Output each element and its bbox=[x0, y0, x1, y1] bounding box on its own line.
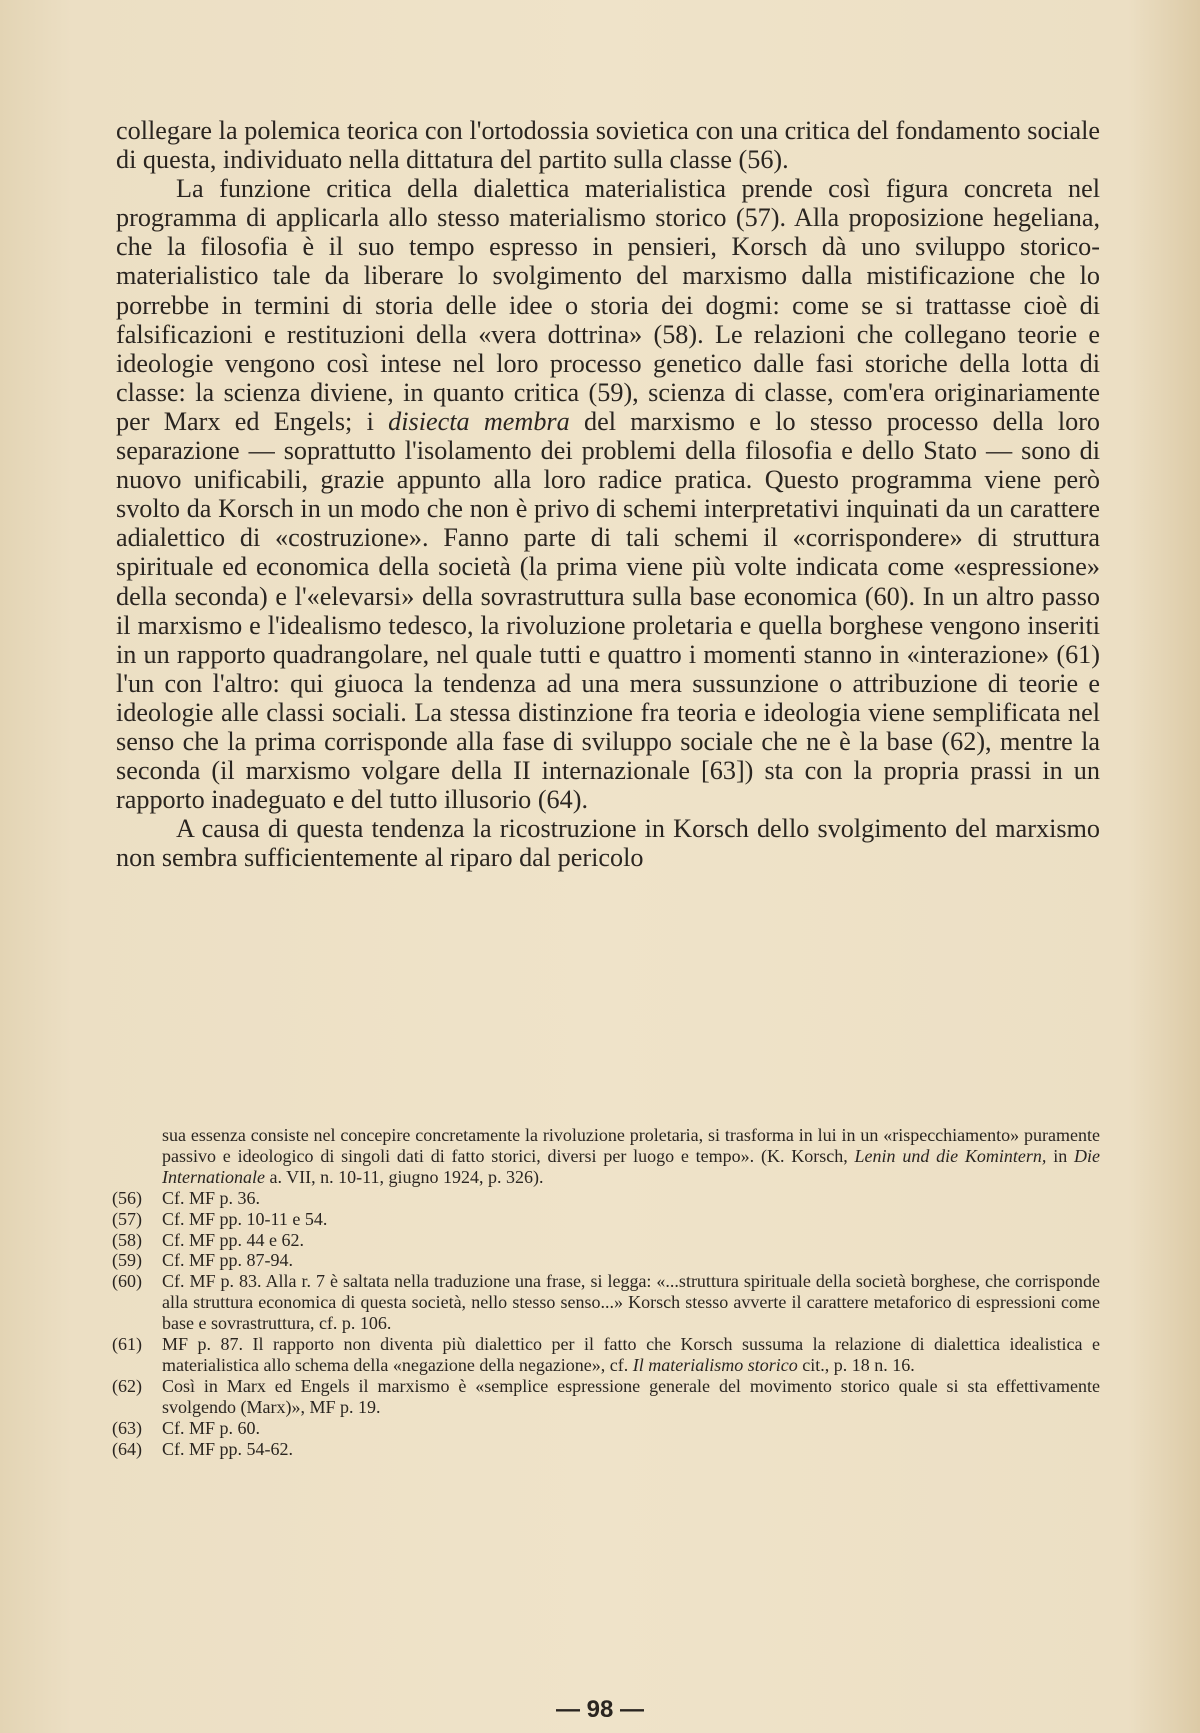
footnote-number: (64) bbox=[112, 1438, 142, 1459]
paragraph-2-part-b: del marxismo e lo stesso processo della loro separazione — soprattutto l'isolamento dei problemi della filosofia e dello Stato — sono di nuovo unificabili, grazie appunto alla loro radice pratica. Questo programma viene però svolto da Korsch in un modo che non è privo di schemi interpretativi inquinati da un carattere adialettico di «costruzione». Fanno parte di tali schemi il «corrispondere» di struttura spirituale ed economica della società (la prima viene più volte indicata come «espressione» della seconda) e l'«elevarsi» della sovrastruttura sulla base economica (60). In un altro passo il marxismo e l'idealismo tedesco, la rivoluzione proletaria e quella borghese vengono inseriti in un rapporto quadrangolare, nel quale tutti e quattro i momenti stanno in «interazione» (61) l'un con l'altro: qui giuoca la tendenza ad una mera sussunzione o attribuzione di teorie e ideologie alle classi sociali. La stessa distinzione fra teoria e ideologia viene semplificata nel senso che la prima corrisponde alla fase di sviluppo sociale che ne è la base (62), mentre la seconda (il marxismo volgare della II internazionale [63]) sta con la propria prassi in un rapporto inadeguato e del tutto illusorio (64). bbox=[116, 406, 1101, 815]
footnote-text: Cf. MF pp. 54-62. bbox=[162, 1438, 294, 1459]
footnote-63 bbox=[112, 1418, 1100, 1439]
footnote-number: (61) bbox=[112, 1334, 142, 1355]
footnote-continuation bbox=[162, 1125, 1100, 1188]
footnote-59 bbox=[112, 1250, 1100, 1271]
paragraph-3: A causa di questa tendenza la ricostruzione in Korsch dello svolgimento del marxismo non sembra sufficientemente al riparo dal pericolo bbox=[116, 814, 1100, 873]
footnote-number: (56) bbox=[112, 1187, 142, 1208]
latin-phrase: disiecta membra bbox=[388, 406, 570, 436]
footnote-number: (57) bbox=[112, 1208, 142, 1229]
footnote-continuation-end: a. VII, n. 10-11, giugno 1924, p. 326). bbox=[264, 1166, 544, 1187]
footnote-text: Così in Marx ed Engels il marxismo è «semplice espressione generale del movimento storico quale si sta effettivamente svolgendo (Marx)», MF p. 19. bbox=[162, 1375, 1100, 1417]
footnote-continuation-in: in bbox=[1046, 1145, 1074, 1166]
footnote-64 bbox=[112, 1439, 1100, 1460]
footnote-61 bbox=[112, 1334, 1100, 1376]
footnote-56 bbox=[112, 1188, 1100, 1209]
paragraph-2 bbox=[116, 174, 1100, 814]
footnote-number: (60) bbox=[112, 1271, 142, 1292]
footnote-text: Cf. MF pp. 44 e 62. bbox=[162, 1229, 305, 1250]
footnote-text: Cf. MF pp. 10-11 e 54. bbox=[162, 1208, 328, 1229]
cited-title-lenin: Lenin und die Komintern, bbox=[854, 1145, 1047, 1166]
footnotes bbox=[112, 1125, 1100, 1460]
footnote-57 bbox=[112, 1209, 1100, 1230]
paragraph-1: collegare la polemica teorica con l'ortodossia sovietica con una critica del fondamento sociale di questa, individuato nella dittatura del partito sulla classe (56). bbox=[116, 116, 1100, 175]
footnote-text-part: cit., p. 18 n. 16. bbox=[797, 1354, 915, 1375]
footnote-text: Cf. MF p. 36. bbox=[162, 1187, 261, 1208]
footnote-number: (63) bbox=[112, 1417, 142, 1438]
body-text bbox=[116, 116, 1100, 872]
footnote-text: Cf. MF p. 83. Alla r. 7 è saltata nella traduzione una frase, si legga: «...struttura spirituale della società borghese, che corrisponde alla struttura economica di questa società, nello stesso senso...» Korsch stesso avverte il carattere metaforico di espressioni come base e sovrastruttura, cf. p. 106. bbox=[162, 1271, 1100, 1334]
footnote-60 bbox=[112, 1271, 1100, 1334]
footnote-number: (58) bbox=[112, 1229, 142, 1250]
paragraph-2-part-a: La funzione critica della dialettica materialistica prende così figura concreta nel programma di applicarla allo stesso materialismo storico (57). Alla proposizione hegeliana, che la filosofia è il suo tempo espresso in pensieri, Korsch dà uno sviluppo storico-materialistico tale da liberare lo svolgimento del marxismo dalla mistificazione che lo porrebbe in termini di storia delle idee o storia dei dogmi: come se si trattasse cioè di falsificazioni e restituzioni della «vera dottrina» (58). Le relazioni che collegano teorie e ideologie vengono così intese nel loro processo genetico dalle fasi storiche della lotta di classe: la scienza diviene, in quanto critica (59), scienza di classe, com'era originariamente per Marx ed Engels; i bbox=[116, 174, 1100, 436]
footnote-62 bbox=[112, 1376, 1100, 1418]
footnote-number: (59) bbox=[112, 1250, 142, 1271]
cited-journal: Die Internationale bbox=[162, 1145, 1100, 1187]
footnote-text: Cf. MF pp. 87-94. bbox=[162, 1250, 294, 1271]
footnote-text: Cf. MF p. 60. bbox=[162, 1417, 261, 1438]
footnote-text bbox=[162, 1334, 1100, 1376]
footnote-58 bbox=[112, 1230, 1100, 1251]
footnote-number: (62) bbox=[112, 1375, 142, 1396]
cited-title: Il materialismo storico bbox=[632, 1354, 798, 1375]
footnote-text-part: MF p. 87. Il rapporto non diventa più dialettico per il fatto che Korsch sussuma la relazione di dialettica idealistica e materialistica allo schema della «negazione della negazione», cf. bbox=[162, 1334, 1100, 1375]
page-number: — 98 — bbox=[555, 1696, 645, 1723]
footnote-continuation-text: sua essenza consiste nel concepire concretamente la rivoluzione proletaria, si trasforma in lui in un «rispecchiamento» puramente passivo e ideologico di singoli dati di fatto storici, diversi per luogo e tempo». (K. Korsch, bbox=[162, 1125, 1100, 1166]
